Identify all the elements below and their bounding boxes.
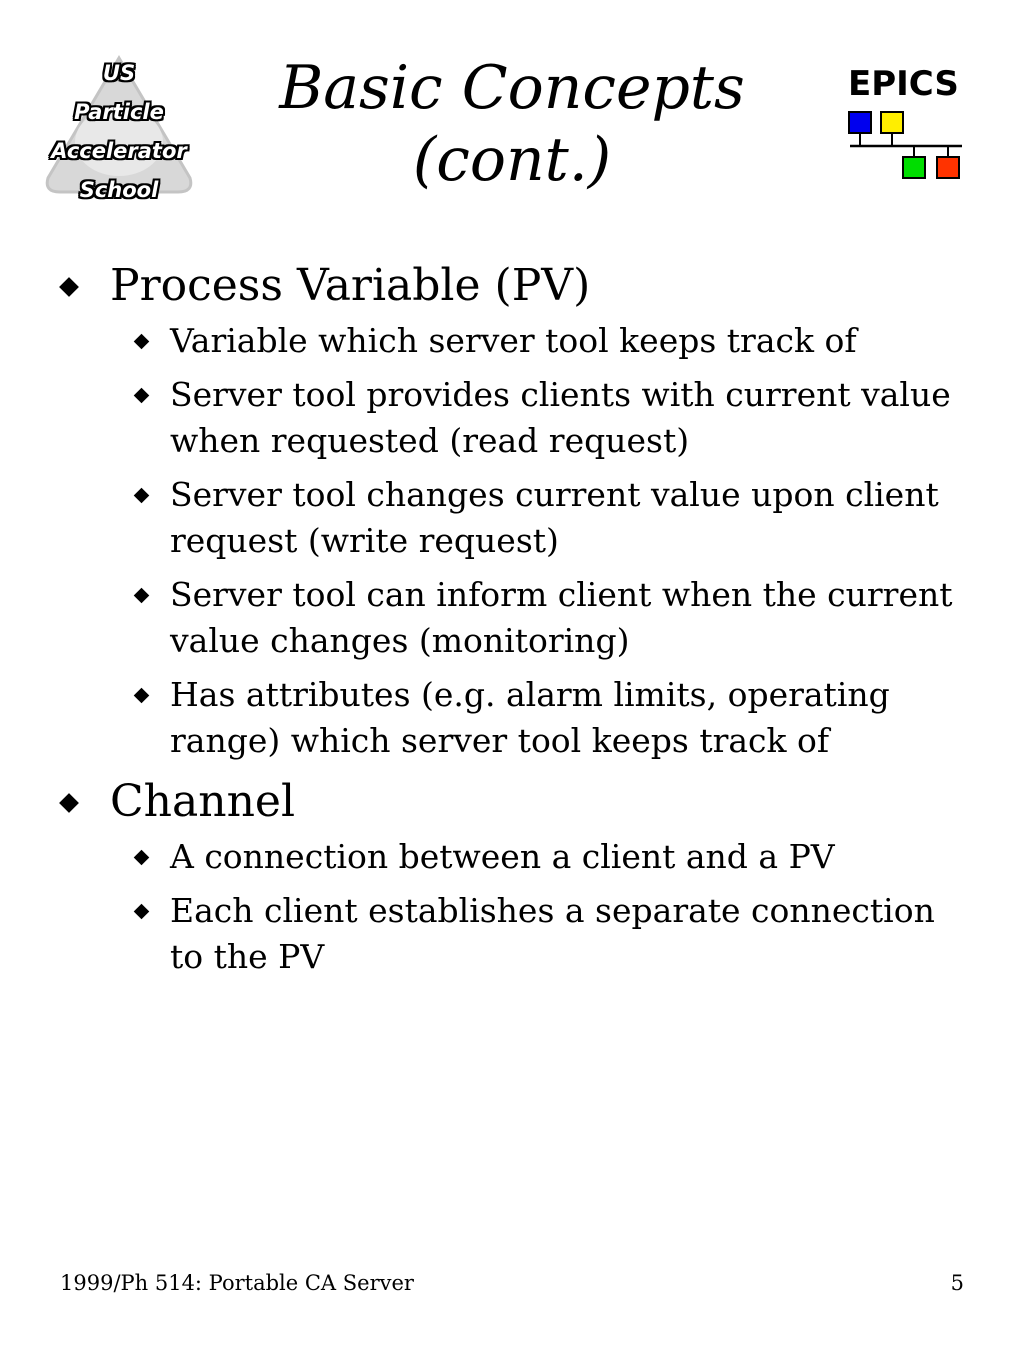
diamond-bullet-icon (134, 850, 150, 866)
uspas-logo-text (40, 54, 198, 210)
diamond-bullet-icon (134, 904, 150, 920)
slide-content (58, 258, 978, 990)
sub-bullet (130, 888, 978, 980)
uspas-line: Accelerator (51, 139, 187, 163)
sub-bullet-list (130, 834, 978, 980)
sub-bullet-text: Each client establishes a separate connection to the PV (170, 891, 935, 976)
red-square (937, 157, 959, 178)
green-square (903, 157, 925, 178)
epics-logo-text: EPICS (848, 64, 959, 104)
sub-bullet-text: Variable which server tool keeps track of (170, 321, 857, 360)
uspas-logo (40, 50, 198, 200)
sub-bullet-text: Server tool can inform client when the current value changes (monitoring) (170, 575, 953, 660)
uspas-line: School (79, 178, 159, 202)
diamond-bullet-icon (134, 388, 150, 404)
epics-logo (846, 64, 966, 184)
bullet-text: Channel (110, 776, 296, 827)
sub-bullet-text: Server tool changes current value upon client request (write request) (170, 475, 939, 560)
diamond-bullet-icon (134, 588, 150, 604)
sub-bullet-list (130, 318, 978, 764)
bullet-text: Process Variable (PV) (110, 260, 591, 311)
sub-bullet-text: A connection between a client and a PV (170, 837, 835, 876)
network-nodes-icon (846, 108, 966, 184)
diamond-bullet-icon (59, 793, 79, 813)
sub-bullet (130, 672, 978, 764)
sub-bullet (130, 472, 978, 564)
sub-bullet (130, 372, 978, 464)
footer-course-label: 1999/Ph 514: Portable CA Server (60, 1271, 414, 1295)
title-line-1: Basic Concepts (279, 53, 745, 123)
yellow-square (881, 112, 903, 133)
page-number: 5 (950, 1271, 964, 1295)
diamond-bullet-icon (134, 488, 150, 504)
title-line-2: (cont.) (412, 125, 612, 195)
sub-bullet (130, 834, 978, 880)
sub-bullet-text: Has attributes (e.g. alarm limits, operating range) which server tool keeps track of (170, 675, 890, 760)
uspas-line: US (102, 61, 136, 85)
sub-bullet (130, 572, 978, 664)
diamond-bullet-icon (59, 277, 79, 297)
diamond-bullet-icon (134, 688, 150, 704)
uspas-line: Particle (74, 100, 164, 124)
diamond-bullet-icon (134, 334, 150, 350)
slide-title (262, 52, 762, 196)
bullet-process-variable (58, 258, 978, 314)
sub-bullet-text: Server tool provides clients with current value when requested (read request) (170, 375, 951, 460)
blue-square (849, 112, 871, 133)
bullet-channel (58, 774, 978, 830)
sub-bullet (130, 318, 978, 364)
